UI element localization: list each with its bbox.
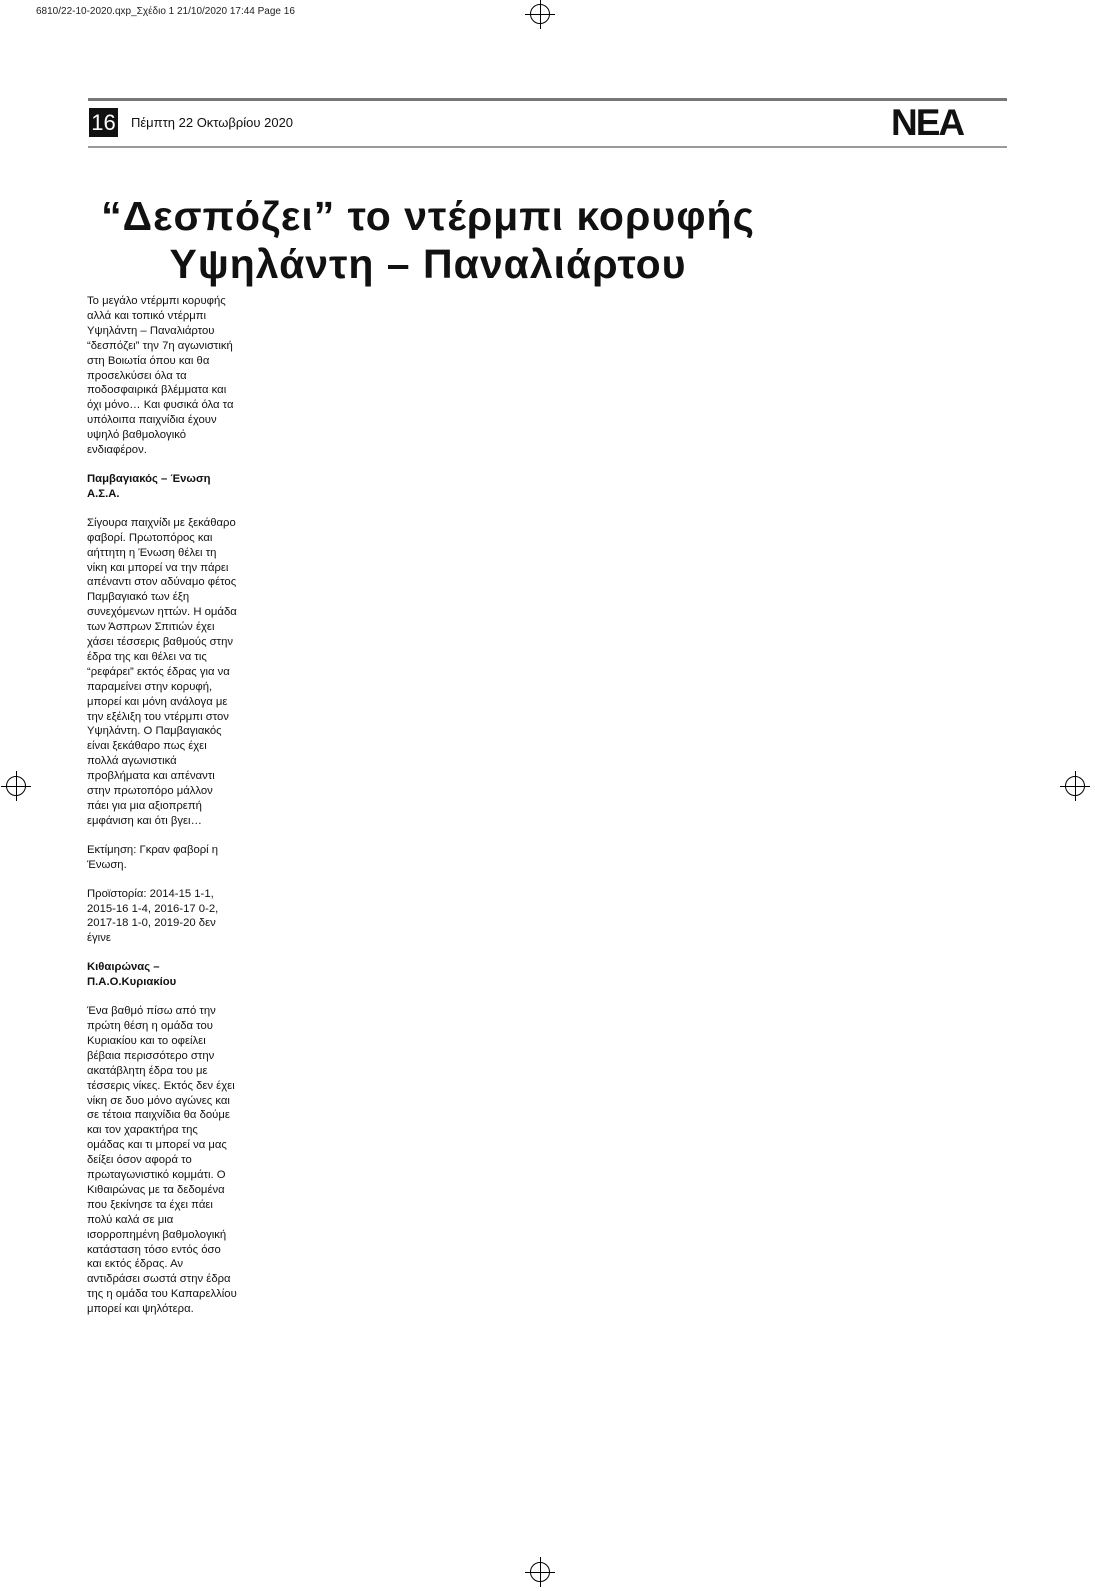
paragraph: Εκτίμηση: Γκραν φαβορί η Ένωση. — [87, 843, 219, 871]
paragraph: Ένα βαθμό πίσω από την πρώτη θέση η ομάδα του Κυριακίου και το οφείλει βέβαια περισσότερο στην ακατάβλητη έδρα του με τέσσερις νίκες. Εκτός δεν έχει νίκη σε δυο μόνο αγώνες και σε τέτοια παιχνίδια θα δούμε και τον χαρακτήρα της ομάδας και τι μπορεί να μας δείξει όσον αφορά το πρωταγωνιστικό κομμάτι. Ο Κιθαιρώνας με τα δεδομένα που ξεκίνησε τα έχει πάει πολύ καλά σε μια ισορροπημένη βαθμολογική κατάσταση τόσο εντός όσο και εκτός έδρας. Αν αντιδράσει σωστά στην έδρα της η ομάδα του Καπαρελλίου μπορεί και ψηλότερα. — [87, 1005, 237, 1316]
headline-line-1: “Δεσπόζει” το ντέρμπι κορυφής — [101, 193, 755, 239]
logo-text: ΝΕΑ — [891, 102, 964, 143]
match-subheading: Παμβαγιακός – Ένωση Α.Σ.Α. — [87, 472, 211, 500]
paragraph: Προϊστορία: 2014-15 1-1, 2015-16 1-4, 2016-17 0-2, 2017-18 1-0, 2019-20 δεν έγινε — [87, 887, 219, 945]
issue-date: Πέμπτη 22 Οκτωβρίου 2020 — [131, 115, 294, 130]
article-headline — [88, 192, 768, 288]
header-rule-top — [88, 98, 1007, 101]
paragraph: Σίγουρα παιχνίδι με ξεκάθαρο φαβορί. Πρωτοπόρος και αήττητη η Ένωση θέλει τη νίκη και μπορεί να την πάρει απέναντι στον αδύναμο φέτος Παμβαγιακό των έξη συνεχόμενων ηττών. Η ομάδα των Άσπρων Σπιτιών έχει χάσει τέσσερις βαθμούς στην έδρα της και θέλει να τις “ρεφάρει” εκτός έδρας για να παραμείνει στην κορυφή, μπορεί και μόνη ανάλογα με την εξέλιξη του ντέρμπι στον Υψηλάντη. Ο Παμβαγιακός είναι ξεκάθαρο πως έχει πολλά αγωνιστικά προβλήματα και απέναντι στην πρωτοπόρο μάλλον πάει για μια αξιοπρεπή εμφάνιση και ότι βγει… — [87, 516, 237, 827]
article-column-1 — [87, 294, 237, 1331]
registration-mark-left-icon — [6, 776, 26, 796]
header-rule-bottom — [88, 146, 1007, 148]
print-slug: 6810/22-10-2020.qxp_Σχέδιο 1 21/10/2020 17:44 Page 16 — [36, 6, 295, 17]
paragraph: Το μεγάλο ντέρμπι κορυφής αλλά και τοπικό ντέρμπι Υψηλάντη – Παναλιάρτου “δεσπόζει” την 7η αγωνιστική στη Βοιωτία όπου και θα προσελκύσει όλα τα ποδοσφαιρικά βλέμματα και όχι μόνο… Και φυσικά όλα τα υπόλοιπα παιχνίδια έχουν υψηλό βαθμολογικό ενδιαφέρον. — [87, 295, 234, 457]
page-number: 16 — [89, 108, 118, 137]
registration-mark-right-icon — [1065, 776, 1085, 796]
newspaper-logo — [891, 102, 995, 143]
match-subheading: Κιθαιρώνας – Π.Α.Ο.Κυριακίου — [87, 961, 177, 989]
headline-line-2: Υψηλάντη – Παναλιάρτου — [169, 241, 687, 287]
registration-mark-bottom-icon — [530, 1562, 550, 1582]
registration-mark-top-icon — [530, 4, 550, 24]
